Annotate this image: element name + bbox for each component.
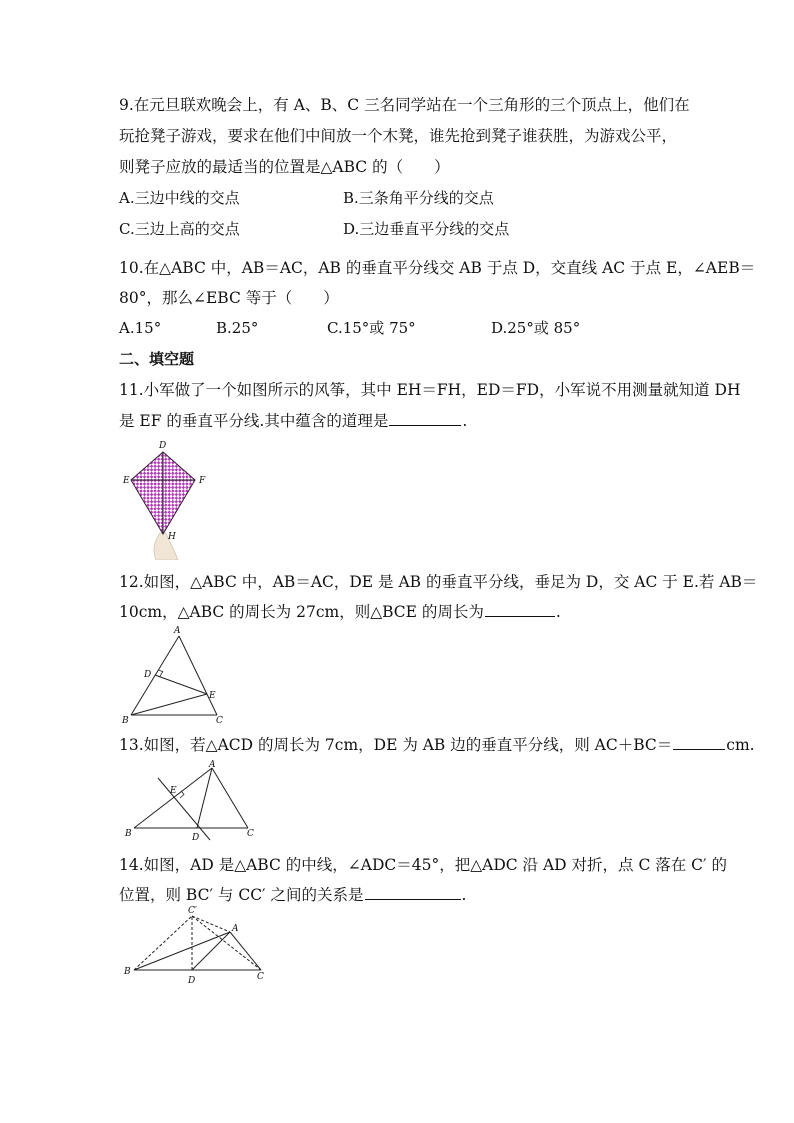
q14-line2-end: . — [461, 886, 467, 904]
q9-option-d: D.三边垂直平分线的交点 — [343, 220, 510, 238]
q13-answer-blank[interactable] — [673, 735, 725, 750]
q14-side-ac — [230, 932, 261, 970]
kite-label-f: F — [199, 476, 206, 486]
q14-side-ab — [134, 932, 230, 970]
q9-line3: 则凳子应放的最适当的位置是△ABC 的（ ） — [119, 158, 450, 176]
kite-label-h: H — [168, 532, 176, 542]
q13-label-e: E — [170, 786, 177, 796]
q10-option-a: A.15° — [119, 319, 162, 337]
q12-right-angle-mark — [158, 670, 163, 677]
q12-label-d: D — [144, 670, 152, 680]
q10-option-d: D.25°或 85° — [491, 319, 581, 337]
q14-median-ad — [192, 932, 230, 970]
q13-side-ab — [134, 768, 212, 828]
q14-label-c: C — [257, 972, 264, 982]
q14-label-a: A — [232, 924, 239, 934]
q12-label-a: A — [174, 626, 181, 636]
q14-label-cprime: C′ — [188, 906, 197, 916]
q12-label-c: C — [216, 716, 223, 726]
q14-line2-text: 位置，则 BC′ 与 CC′ 之间的关系是 — [119, 886, 364, 904]
q14-line1: 14.如图，AD 是△ABC 的中线，∠ADC＝45°，把△ADC 沿 AD 对折，点 C 落在 C′ 的 — [119, 856, 727, 874]
q11-line2-text: 是 EF 的垂直平分线.其中蕴含的道理是 — [119, 412, 389, 430]
q12-line2 — [119, 602, 561, 622]
section-title: 二、填空题 — [119, 350, 195, 368]
q10-option-c: C.15°或 75° — [327, 319, 416, 337]
q9-line2: 玩抢凳子游戏，要求在他们中间放一个木凳，谁先抢到凳子谁获胜，为游戏公平， — [119, 127, 678, 145]
q9-option-a: A.三边中线的交点 — [119, 189, 240, 207]
q11-line2-end: . — [462, 412, 468, 430]
q11-line2 — [119, 411, 467, 431]
q13-label-b: B — [125, 829, 132, 839]
q9-line1: 9.在元旦联欢晚会上，有 A、B、C 三名同学站在一个三角形的三个顶点上，他们在 — [119, 96, 690, 114]
q13-line1 — [119, 735, 755, 755]
q14-figure — [118, 904, 268, 990]
q12-line2-text: 10cm，△ABC 的周长为 27cm，则△BCE 的周长为 — [119, 603, 484, 621]
q13-segment-ad — [197, 768, 212, 828]
q13-line1-end: cm. — [726, 736, 755, 754]
kite-label-e: E — [123, 476, 130, 486]
q12-label-b: B — [122, 716, 129, 726]
q13-label-d: D — [192, 833, 200, 843]
q13-figure — [118, 758, 268, 844]
q13-side-ac — [212, 768, 248, 828]
q11-line1: 11.小军做了一个如图所示的风筝，其中 EH＝FH，ED＝FD，小军说不用测量就知道 DH — [119, 381, 741, 399]
q14-line2 — [119, 885, 466, 905]
q14-dashed-bcp — [134, 916, 192, 970]
q12-line2-end: . — [555, 603, 561, 621]
q13-label-a: A — [209, 760, 216, 770]
q12-side-ac — [179, 636, 217, 715]
q14-dashed-cpa — [192, 916, 230, 932]
q13-label-c: C — [247, 829, 254, 839]
q10-line2: 80°，那么∠EBC 等于（ ） — [119, 289, 339, 307]
q11-answer-blank[interactable] — [389, 411, 461, 426]
q14-label-d: D — [188, 976, 196, 986]
q12-figure — [118, 622, 230, 726]
q9-option-b: B.三条角平分线的交点 — [343, 189, 494, 207]
kite-figure — [118, 438, 218, 560]
q12-label-e: E — [209, 691, 216, 701]
q12-answer-blank[interactable] — [485, 602, 555, 617]
q10-option-b: B.25° — [216, 319, 259, 337]
kite-label-d: D — [159, 441, 167, 451]
q10-line1: 10.在△ABC 中，AB＝AC，AB 的垂直平分线交 AB 于点 D，交直线 AC 于点 E，∠AEB＝ — [119, 259, 756, 277]
q12-line1: 12.如图，△ABC 中，AB＝AC，DE 是 AB 的垂直平分线，垂足为 D，交 AC 于 E.若 AB＝ — [119, 573, 758, 591]
q9-option-c: C.三边上高的交点 — [119, 220, 240, 238]
q14-answer-blank[interactable] — [365, 885, 461, 900]
q14-label-b: B — [124, 967, 131, 977]
q13-line1-text: 13.如图，若△ACD 的周长为 7cm，DE 为 AB 边的垂直平分线，则 AC＋BC＝ — [119, 736, 673, 754]
